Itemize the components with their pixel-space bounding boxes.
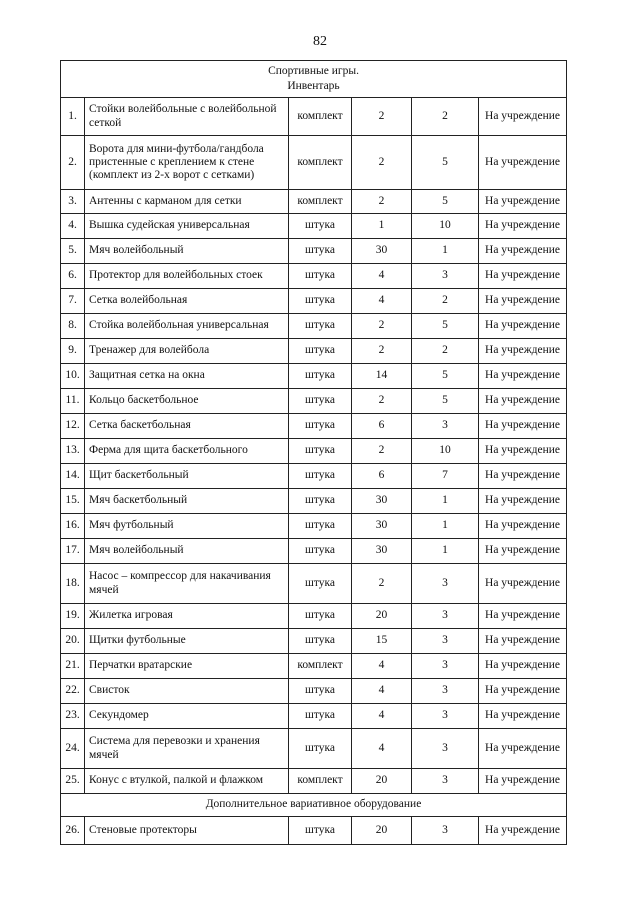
table-row: [61, 364, 567, 389]
cell-unit: штука: [289, 389, 352, 414]
cell-num: 2.: [61, 136, 85, 190]
cell-term: 3: [412, 604, 479, 629]
table-row: [61, 339, 567, 364]
cell-num: 6.: [61, 264, 85, 289]
cell-unit: комплект: [289, 654, 352, 679]
cell-destination: На учреждение: [479, 629, 567, 654]
cell-quantity: 4: [352, 264, 412, 289]
cell-unit: штука: [289, 439, 352, 464]
cell-destination: На учреждение: [479, 339, 567, 364]
cell-num: 11.: [61, 389, 85, 414]
cell-quantity: 2: [352, 314, 412, 339]
cell-num: 24.: [61, 729, 85, 769]
cell-term: 2: [412, 289, 479, 314]
subsection-title: Дополнительное вариативное оборудование: [61, 794, 567, 817]
cell-quantity: 4: [352, 289, 412, 314]
cell-quantity: 20: [352, 817, 412, 845]
cell-destination: На учреждение: [479, 654, 567, 679]
table-row: [61, 679, 567, 704]
cell-num: 7.: [61, 289, 85, 314]
cell-quantity: 14: [352, 364, 412, 389]
cell-name: Антенны с карманом для сетки: [85, 190, 289, 214]
cell-num: 1.: [61, 98, 85, 136]
table-row: [61, 314, 567, 339]
cell-destination: На учреждение: [479, 817, 567, 845]
section-header: [61, 61, 567, 98]
cell-term: 5: [412, 190, 479, 214]
page-number: 82: [313, 34, 327, 49]
cell-num: 19.: [61, 604, 85, 629]
cell-num: 15.: [61, 489, 85, 514]
cell-destination: На учреждение: [479, 679, 567, 704]
cell-term: 2: [412, 339, 479, 364]
cell-term: 2: [412, 98, 479, 136]
cell-destination: На учреждение: [479, 489, 567, 514]
cell-term: 3: [412, 704, 479, 729]
cell-name: Кольцо баскетбольное: [85, 389, 289, 414]
subsection-header: [61, 794, 567, 817]
cell-name: Вышка судейская универсальная: [85, 214, 289, 239]
cell-term: 5: [412, 364, 479, 389]
cell-destination: На учреждение: [479, 364, 567, 389]
table-row: [61, 564, 567, 604]
cell-unit: штука: [289, 464, 352, 489]
cell-unit: комплект: [289, 769, 352, 794]
cell-unit: штука: [289, 214, 352, 239]
table-row: [61, 629, 567, 654]
cell-quantity: 20: [352, 604, 412, 629]
cell-term: 3: [412, 817, 479, 845]
cell-unit: штука: [289, 289, 352, 314]
cell-quantity: 30: [352, 239, 412, 264]
cell-destination: На учреждение: [479, 769, 567, 794]
cell-quantity: 20: [352, 769, 412, 794]
cell-quantity: 4: [352, 704, 412, 729]
cell-num: 8.: [61, 314, 85, 339]
cell-destination: На учреждение: [479, 464, 567, 489]
section-title: [61, 61, 567, 98]
cell-num: 3.: [61, 190, 85, 214]
table-row: [61, 389, 567, 414]
cell-quantity: 2: [352, 339, 412, 364]
cell-name: Свисток: [85, 679, 289, 704]
cell-quantity: 4: [352, 654, 412, 679]
cell-quantity: 30: [352, 514, 412, 539]
cell-name: Стойка волейбольная универсальная: [85, 314, 289, 339]
cell-term: 1: [412, 514, 479, 539]
cell-term: 10: [412, 439, 479, 464]
table-row: [61, 489, 567, 514]
cell-quantity: 2: [352, 190, 412, 214]
cell-name: Перчатки вратарские: [85, 654, 289, 679]
cell-name: Насос – компрессор для накачивания мячей: [85, 564, 289, 604]
cell-num: 5.: [61, 239, 85, 264]
cell-name: Мяч волейбольный: [85, 539, 289, 564]
cell-num: 14.: [61, 464, 85, 489]
cell-quantity: 6: [352, 464, 412, 489]
cell-quantity: 2: [352, 564, 412, 604]
cell-term: 5: [412, 314, 479, 339]
cell-destination: На учреждение: [479, 389, 567, 414]
cell-term: 1: [412, 489, 479, 514]
cell-quantity: 2: [352, 136, 412, 190]
cell-num: 21.: [61, 654, 85, 679]
cell-name: Мяч футбольный: [85, 514, 289, 539]
cell-num: 17.: [61, 539, 85, 564]
cell-name: Мяч волейбольный: [85, 239, 289, 264]
cell-unit: штука: [289, 564, 352, 604]
cell-num: 13.: [61, 439, 85, 464]
table-row: [61, 136, 567, 190]
cell-name: Стеновые протекторы: [85, 817, 289, 845]
cell-name: Протектор для волейбольных стоек: [85, 264, 289, 289]
cell-unit: штука: [289, 339, 352, 364]
cell-destination: На учреждение: [479, 239, 567, 264]
cell-unit: штука: [289, 604, 352, 629]
cell-num: 4.: [61, 214, 85, 239]
cell-name: Защитная сетка на окна: [85, 364, 289, 389]
cell-quantity: 4: [352, 729, 412, 769]
cell-destination: На учреждение: [479, 564, 567, 604]
cell-term: 10: [412, 214, 479, 239]
cell-name: Щитки футбольные: [85, 629, 289, 654]
cell-quantity: 30: [352, 489, 412, 514]
cell-num: 12.: [61, 414, 85, 439]
section-title-line1: Спортивные игры.: [268, 65, 359, 78]
cell-unit: штука: [289, 679, 352, 704]
cell-unit: штука: [289, 539, 352, 564]
cell-term: 3: [412, 729, 479, 769]
cell-destination: На учреждение: [479, 729, 567, 769]
cell-unit: штука: [289, 239, 352, 264]
table-row: [61, 289, 567, 314]
cell-name: Стойки волейбольные с волейбольной сеткой: [85, 98, 289, 136]
cell-destination: На учреждение: [479, 604, 567, 629]
cell-name: Ворота для мини-футбола/гандбола пристенные с креплением к стене (комплект из 2-х ворот с сетками): [85, 136, 289, 190]
table-row: [61, 514, 567, 539]
cell-unit: комплект: [289, 190, 352, 214]
cell-term: 3: [412, 769, 479, 794]
table-row: [61, 264, 567, 289]
cell-destination: На учреждение: [479, 289, 567, 314]
cell-term: 1: [412, 539, 479, 564]
cell-quantity: 1: [352, 214, 412, 239]
cell-destination: На учреждение: [479, 414, 567, 439]
cell-num: 25.: [61, 769, 85, 794]
inventory-table: [60, 60, 567, 845]
cell-quantity: 2: [352, 439, 412, 464]
cell-unit: штука: [289, 414, 352, 439]
cell-unit: штука: [289, 264, 352, 289]
cell-num: 18.: [61, 564, 85, 604]
cell-unit: штука: [289, 364, 352, 389]
cell-quantity: 30: [352, 539, 412, 564]
table-row: [61, 464, 567, 489]
cell-quantity: 2: [352, 389, 412, 414]
cell-destination: На учреждение: [479, 214, 567, 239]
cell-term: 7: [412, 464, 479, 489]
cell-unit: штука: [289, 489, 352, 514]
section-title-line2: Инвентарь: [287, 80, 340, 92]
cell-destination: На учреждение: [479, 264, 567, 289]
cell-name: Щит баскетбольный: [85, 464, 289, 489]
cell-term: 3: [412, 564, 479, 604]
cell-term: 5: [412, 136, 479, 190]
cell-unit: штука: [289, 514, 352, 539]
cell-num: 10.: [61, 364, 85, 389]
cell-name: Сетка баскетбольная: [85, 414, 289, 439]
cell-num: 20.: [61, 629, 85, 654]
cell-term: 3: [412, 264, 479, 289]
cell-unit: комплект: [289, 136, 352, 190]
cell-quantity: 2: [352, 98, 412, 136]
table-row: [61, 190, 567, 214]
table-row: [61, 214, 567, 239]
cell-term: 3: [412, 654, 479, 679]
table-row: [61, 817, 567, 845]
cell-quantity: 6: [352, 414, 412, 439]
cell-name: Ферма для щита баскетбольного: [85, 439, 289, 464]
cell-num: 23.: [61, 704, 85, 729]
table-row: [61, 98, 567, 136]
cell-destination: На учреждение: [479, 439, 567, 464]
table-row: [61, 654, 567, 679]
cell-unit: штука: [289, 729, 352, 769]
table-row: [61, 604, 567, 629]
cell-quantity: 4: [352, 679, 412, 704]
cell-num: 9.: [61, 339, 85, 364]
cell-unit: штука: [289, 629, 352, 654]
table-row: [61, 414, 567, 439]
table-row: [61, 239, 567, 264]
cell-num: 26.: [61, 817, 85, 845]
cell-destination: На учреждение: [479, 314, 567, 339]
cell-num: 22.: [61, 679, 85, 704]
cell-name: Секундомер: [85, 704, 289, 729]
table-row: [61, 439, 567, 464]
cell-name: Жилетка игровая: [85, 604, 289, 629]
cell-unit: штука: [289, 817, 352, 845]
cell-unit: штука: [289, 314, 352, 339]
cell-destination: На учреждение: [479, 98, 567, 136]
cell-destination: На учреждение: [479, 514, 567, 539]
cell-term: 3: [412, 629, 479, 654]
cell-name: Сетка волейбольная: [85, 289, 289, 314]
cell-term: 3: [412, 679, 479, 704]
cell-unit: штука: [289, 704, 352, 729]
cell-name: Конус с втулкой, палкой и флажком: [85, 769, 289, 794]
cell-name: Система для перевозки и хранения мячей: [85, 729, 289, 769]
cell-unit: комплект: [289, 98, 352, 136]
cell-name: Тренажер для волейбола: [85, 339, 289, 364]
cell-num: 16.: [61, 514, 85, 539]
cell-term: 3: [412, 414, 479, 439]
cell-destination: На учреждение: [479, 539, 567, 564]
cell-destination: На учреждение: [479, 190, 567, 214]
table-row: [61, 769, 567, 794]
table-row: [61, 539, 567, 564]
table-row: [61, 729, 567, 769]
cell-term: 5: [412, 389, 479, 414]
cell-destination: На учреждение: [479, 136, 567, 190]
cell-destination: На учреждение: [479, 704, 567, 729]
cell-name: Мяч баскетбольный: [85, 489, 289, 514]
cell-quantity: 15: [352, 629, 412, 654]
cell-term: 1: [412, 239, 479, 264]
table-row: [61, 704, 567, 729]
